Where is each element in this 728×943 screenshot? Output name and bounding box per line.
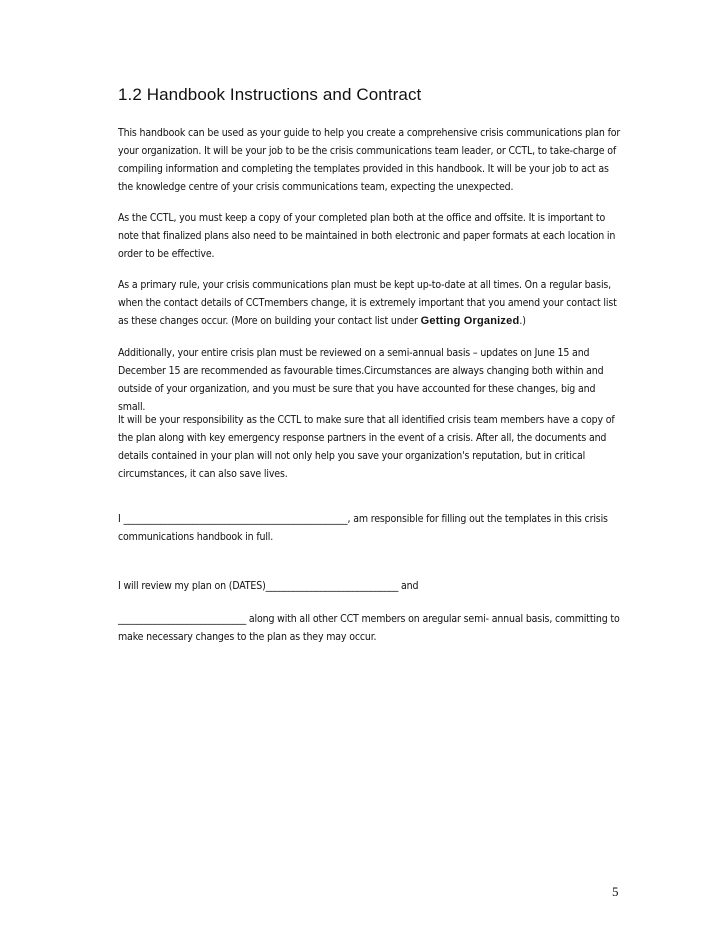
paragraph-responsibility: It will be your responsibility as the CCTL to make sure that all identified crisis team members have a copy of the plan along with key emergency response partners in the event of a crisis. After all, the documents and details contained in your plan will not only help you save your organization's reputation, but in critical circumstances, it can also save lives.: [118, 414, 615, 480]
page-number: 5: [612, 884, 619, 899]
paragraph-handbook-purpose: This handbook can be used as your guide to help you create a comprehensive crisis communications plan for your organization. It will be your job to be the crisis communications team leader, or CCTL, to take-charge of compiling information and completing the templates provided in this handbook. It will be your job to act as the knowledge centre of your crisis communications team, expecting the unexpected.: [118, 127, 621, 193]
paragraph-semi-annual-review: Additionally, your entire crisis plan must be reviewed on a semi-annual basis – updates on June 15 and December 15 are recommended as favourable times.Circumstances are always changing both within and outside of your organization, and you must be sure that you have accounted for these changes, big and small.: [118, 347, 604, 413]
contract-commitment-line: ____________________________ along with all other CCT members on aregular semi- annual basis, committing to make necessary changes to the plan as they may occur.: [118, 613, 620, 643]
paragraph-contact-updates-text: As a primary rule, your crisis communications plan must be kept up-to-date at all times. On a regular basis, when the contact details of CCTmembers change, it is extremely important that you amend your contact list as these changes occur. (More on building your contact list under: [118, 279, 617, 327]
paragraph-contact-updates: [118, 276, 623, 330]
section-heading: 1.2 Handbook Instructions and Contract: [118, 85, 422, 104]
paragraph-plan-copies: As the CCTL, you must keep a copy of your completed plan both at the office and offsite. It is important to note that finalized plans also need to be maintained in both electronic and paper formats at each location in order to be effective.: [118, 212, 616, 260]
contract-name-line: I _________________________________________________, am responsible for filling out the templates in this crisis communications handbook in full.: [118, 513, 608, 543]
getting-organized-link[interactable]: Getting Organized: [420, 315, 520, 327]
contract-dates-line: I will review my plan on (DATES)_____________________________ and: [118, 580, 419, 592]
paragraph-contact-updates-end: .): [519, 315, 526, 327]
